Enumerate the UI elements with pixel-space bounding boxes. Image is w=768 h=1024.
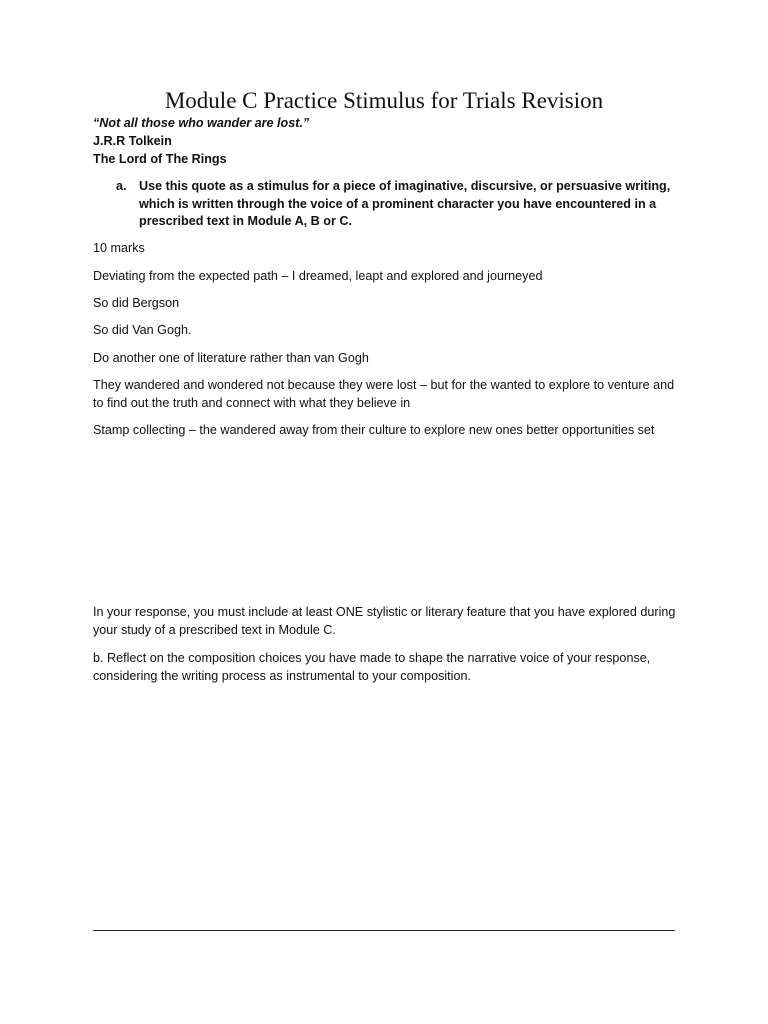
note-paragraph: So did Bergson (93, 296, 180, 310)
note-paragraph: Do another one of literature rather than van Gogh (93, 351, 369, 365)
task-a-marker: a. (116, 179, 127, 193)
footer-divider (93, 930, 675, 931)
page-title: Module C Practice Stimulus for Trials Revision (164, 88, 604, 113)
quote-author: J.R.R Tolkein (93, 134, 172, 148)
task-b: b. Reflect on the composition choices you have made to shape the narrative voice of your response, considering the writing process as instrumental to your composition. (93, 651, 651, 683)
quote-source-book: The Lord of The Rings (93, 152, 227, 166)
task-a-text: Use this quote as a stimulus for a piece of imaginative, discursive, or persuasive writing, which is written through the voice of a prominent character you have encountered in a prescribed text in Module A, B or C. (139, 179, 671, 228)
task-a (116, 178, 676, 231)
note-paragraph: So did Van Gogh. (93, 323, 192, 337)
note-paragraph: They wandered and wondered not because they were lost – but for the wanted to explore to venture and to find out the truth and connect with what they believe in (93, 378, 675, 410)
note-paragraph: Stamp collecting – the wandered away from their culture to explore new ones better opportunities set (93, 423, 655, 437)
response-requirement: In your response, you must include at least ONE stylistic or literary feature that you have explored during your study of a prescribed text in Module C. (93, 605, 676, 637)
note-paragraph: Deviating from the expected path – I dreamed, leapt and explored and journeyed (93, 269, 543, 283)
stimulus-quote: “Not all those who wander are lost.” (93, 116, 310, 130)
marks-label: 10 marks (93, 241, 145, 255)
